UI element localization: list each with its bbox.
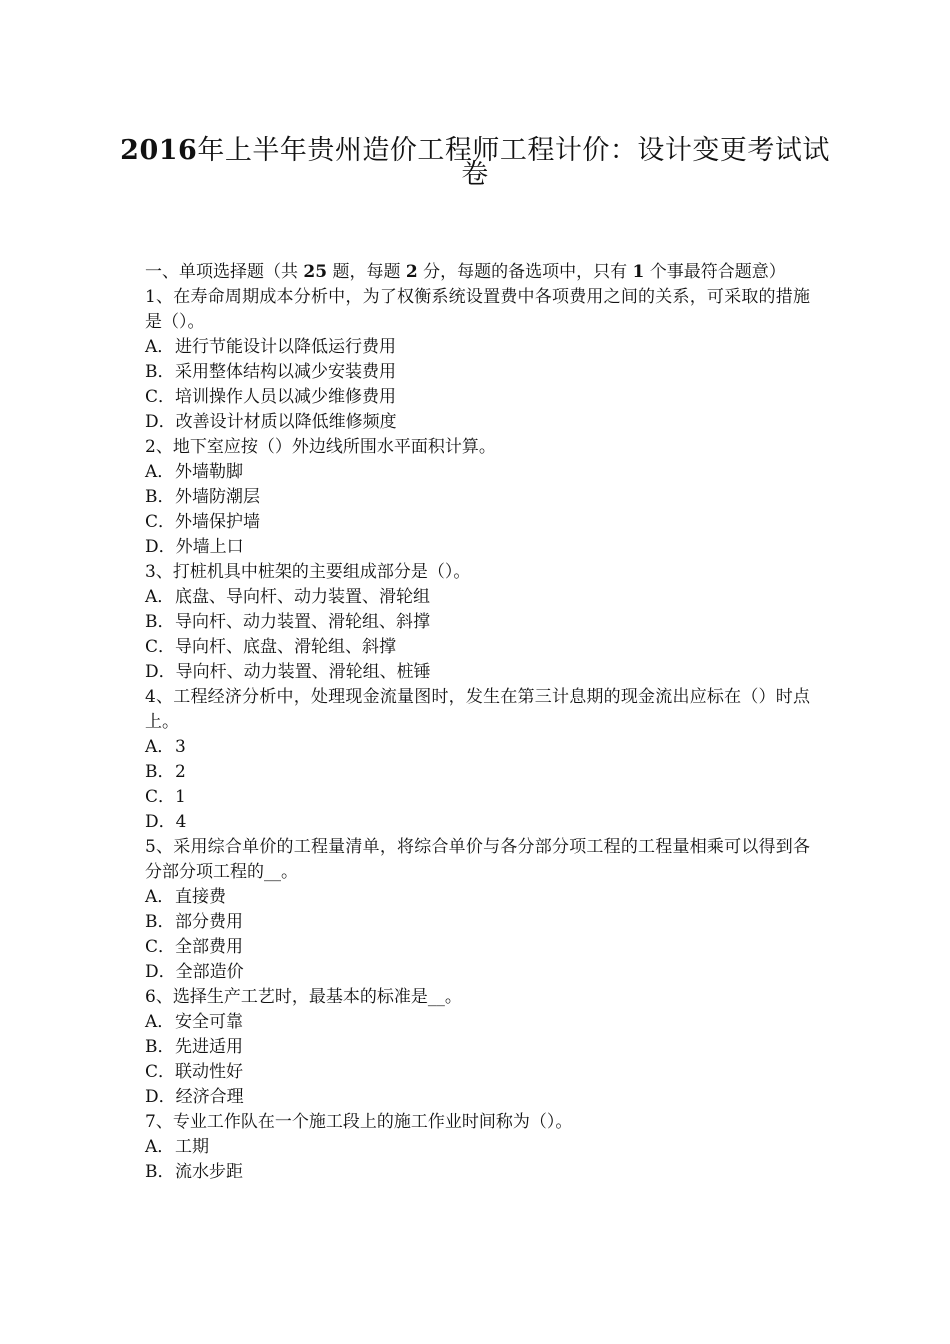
question-item: [145, 985, 810, 1110]
question-stem: 2、地下室应按（）外边线所围水平面积计算。: [145, 437, 496, 457]
option-text: 导向杆、动力装置、滑轮组、桩锤: [175, 662, 431, 682]
answer-option: [145, 335, 810, 360]
question-stem: 5、采用综合单价的工程量清单，将综合单价与各分部分项工程的工程量相乘可以得到各分部分项工程的__。: [145, 837, 810, 882]
option-text: 经济合理: [175, 1087, 244, 1107]
question-list: [145, 285, 810, 1185]
points-per-question: 2: [405, 262, 418, 282]
option-letter: B．: [145, 1162, 175, 1182]
option-letter: A．: [145, 737, 175, 757]
option-text: 1: [175, 787, 186, 807]
answer-option: [145, 585, 810, 610]
answer-option: [145, 485, 810, 510]
option-letter: D．: [145, 537, 176, 557]
question-item: [145, 285, 810, 435]
option-letter: A．: [145, 337, 175, 357]
option-text: 部分费用: [175, 912, 243, 932]
answer-option: [145, 660, 810, 685]
option-text: 全部造价: [175, 962, 244, 982]
section-text: 个事最符合题意）: [644, 262, 786, 282]
option-letter: B．: [145, 362, 175, 382]
answer-option: [145, 610, 810, 635]
question-stem: 1、在寿命周期成本分析中，为了权衡系统设置费中各项费用之间的关系，可采取的措施是（）。: [145, 287, 810, 332]
answer-option: [145, 360, 810, 385]
option-text: 外墙保护墙: [175, 512, 261, 532]
answer-option: [145, 1035, 810, 1060]
answer-option: [145, 760, 810, 785]
option-text: 联动性好: [175, 1062, 244, 1082]
option-letter: B．: [145, 612, 175, 632]
title-year: 2016: [120, 135, 198, 166]
question-count: 25: [303, 262, 328, 282]
answer-option: [145, 785, 810, 810]
option-letter: A．: [145, 1012, 175, 1032]
option-letter: A．: [145, 887, 175, 907]
option-text: 外墙上口: [175, 537, 244, 557]
answer-option: [145, 635, 810, 660]
option-text: 改善设计材质以降低维修频度: [175, 412, 397, 432]
option-text: 导向杆、底盘、滑轮组、斜撑: [175, 637, 397, 657]
option-letter: D．: [145, 812, 176, 832]
option-letter: C．: [145, 937, 176, 957]
option-text: 全部费用: [175, 937, 244, 957]
question-item: [145, 685, 810, 835]
answer-option: [145, 885, 810, 910]
option-letter: C．: [145, 512, 176, 532]
option-letter: D．: [145, 662, 176, 682]
option-letter: B．: [145, 1037, 175, 1057]
option-letter: A．: [145, 1137, 175, 1157]
question-stem: 3、打桩机具中桩架的主要组成部分是（）。: [145, 562, 471, 582]
question-stem: 7、专业工作队在一个施工段上的施工作业时间称为（）。: [145, 1112, 573, 1132]
option-text: 进行节能设计以降低运行费用: [175, 337, 396, 357]
option-text: 先进适用: [175, 1037, 243, 1057]
document-title-line-2: [120, 158, 830, 192]
answer-option: [145, 510, 810, 535]
title-text-continued: 卷: [461, 159, 489, 190]
section-text: 一、单项选择题（共: [145, 262, 304, 282]
answer-option: [145, 1085, 810, 1110]
option-text: 2: [175, 762, 186, 782]
option-text: 导向杆、动力装置、滑轮组、斜撑: [175, 612, 430, 632]
answer-option: [145, 410, 810, 435]
option-text: 采用整体结构以减少安装费用: [175, 362, 396, 382]
option-letter: D．: [145, 1087, 176, 1107]
answer-option: [145, 1060, 810, 1085]
question-item: [145, 435, 810, 560]
answer-option: [145, 935, 810, 960]
answer-option: [145, 1135, 810, 1160]
answer-option: [145, 385, 810, 410]
correct-count: 1: [632, 262, 645, 282]
option-text: 外墙勒脚: [175, 462, 243, 482]
option-text: 培训操作人员以减少维修费用: [175, 387, 397, 407]
option-letter: B．: [145, 912, 175, 932]
option-text: 流水步距: [175, 1162, 243, 1182]
answer-option: [145, 810, 810, 835]
title-text: 年上半年贵州造价工程师工程计价：设计变更考试试: [197, 135, 830, 166]
option-letter: D．: [145, 412, 176, 432]
option-text: 安全可靠: [175, 1012, 243, 1032]
option-text: 工期: [175, 1137, 209, 1157]
question-item: [145, 835, 810, 985]
option-text: 4: [175, 812, 187, 832]
option-letter: A．: [145, 462, 175, 482]
section-text: 题，每题: [327, 262, 406, 282]
option-letter: C．: [145, 387, 176, 407]
answer-option: [145, 1160, 810, 1185]
option-letter: B．: [145, 762, 175, 782]
option-letter: D．: [145, 962, 176, 982]
option-letter: C．: [145, 637, 176, 657]
question-item: [145, 560, 810, 685]
option-text: 直接费: [175, 887, 226, 907]
option-text: 3: [175, 737, 186, 757]
answer-option: [145, 1010, 810, 1035]
question-stem: 6、选择生产工艺时，最基本的标准是__。: [145, 987, 462, 1007]
answer-option: [145, 960, 810, 985]
question-stem: 4、工程经济分析中，处理现金流量图时，发生在第三计息期的现金流出应标在（）时点上。: [145, 687, 810, 732]
answer-option: [145, 460, 810, 485]
option-letter: B．: [145, 487, 175, 507]
answer-option: [145, 910, 810, 935]
answer-option: [145, 735, 810, 760]
section-heading: [145, 260, 810, 285]
section-text: 分，每题的备选项中，只有: [417, 262, 633, 282]
answer-option: [145, 535, 810, 560]
option-text: 底盘、导向杆、动力装置、滑轮组: [175, 587, 430, 607]
question-item: [145, 1110, 810, 1185]
option-letter: A．: [145, 587, 175, 607]
option-letter: C．: [145, 787, 176, 807]
option-text: 外墙防潮层: [175, 487, 260, 507]
option-letter: C．: [145, 1062, 176, 1082]
exam-content: [145, 260, 810, 1185]
